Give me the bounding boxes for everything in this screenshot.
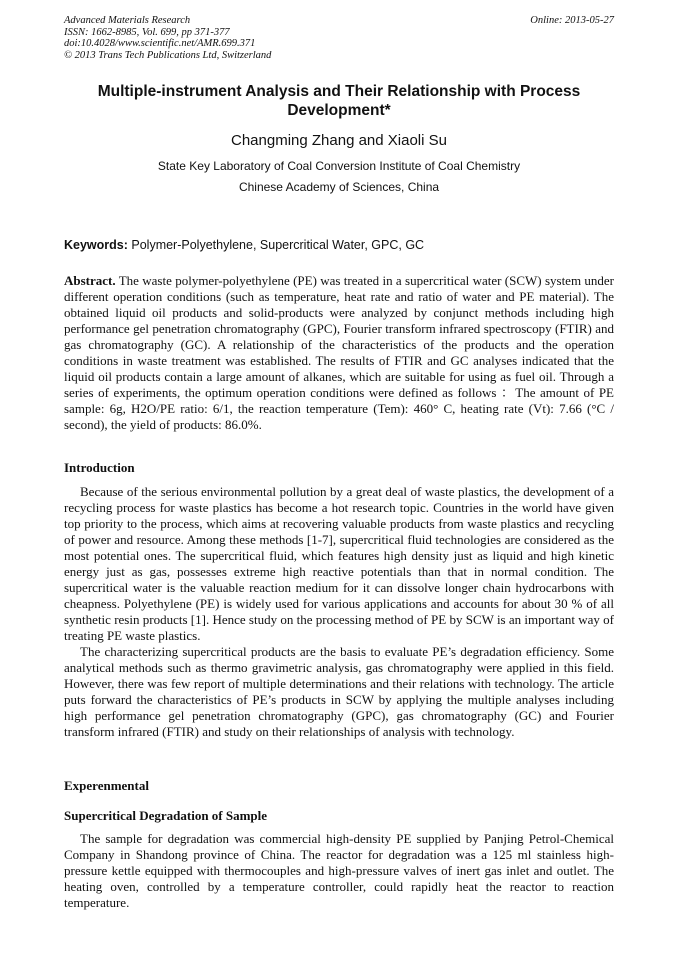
authors: Changming Zhang and Xiaoli Su: [231, 132, 447, 149]
experimental-subheading: Supercritical Degradation of Sample: [64, 808, 268, 823]
keywords-label: Keywords:: [64, 238, 128, 252]
abstract-label: Abstract.: [64, 273, 116, 288]
introduction-paragraph-2: The characterizing supercritical products are the basis to evaluate PE’s degradation efficiency. Some analytical methods such as thermo gravimetric analysis, gas chromatography were applied in this field. However, there was few report of multiple determinations and their relations with technology. The article puts forward the characteristics of PE’s products in SCW by applying the multiple analyses including high performance gel penetration chromatography (GPC), gas chromatography (GC) and Fourier transform infrared (FTIR) and study on their relationships of analysis with technology.: [64, 644, 614, 739]
abstract-text: The waste polymer-polyethylene (PE) was treated in a supercritical water (SCW) system under different operation conditions (such as temperature, heat rate and ratio of water and PE material). The obtained liquid oil products and solid-products were analyzed by conjunct methods including high performance gel penetration chromatography (GPC), Fourier transform infrared spectroscopy (FTIR) and gas chromatography (GC). A relationship of the characteristics of the products and the operation conditions in waste treatment was established. The results of FTIR and GC analyses indicated that the liquid oil products contain a large amount of alkanes, which are suitable for using as fuel oil. Through a series of experiments, the optimum operation conditions were defined as follows ：The amount of PE sample: 6g, H2O/PE ratio: 6/1, the reaction temperature (Tem): 460° C, heating rate (Vt): 7.66 (°C / second), the yield of products: 86.0%.: [64, 273, 614, 432]
doi-line: doi:10.4028/www.scientific.net/AMR.699.371: [64, 38, 256, 49]
abstract: [64, 273, 614, 433]
introduction-paragraph-1: Because of the serious environmental pollution by a great deal of waste plastics, the development of a recycling process for waste plastics has become a hot research topic. Countries in the world have given top priority to the process, which aims at recovering valuable products from waste plastics and recycling of power and resource. Among these methods [1-7], supercritical fluid technologies are considered as the most potential ones. The supercritical fluid, which features high density just as liquid and high kinetic energy just as gas, possesses extreme high reactive potentials than that in normal condition. The supercritical water is the valuable reaction medium for it can dissolve longer chain hydrocarbons with cheapness. Polyethylene (PE) is widely used for various applications and accounts for about 30 % of all synthetic resin products [1]. Hence study on the processing method of PE by SCW is an important way of treating PE waste plastics.: [64, 484, 614, 643]
journal-name: Advanced Materials Research: [64, 15, 191, 26]
introduction-heading: Introduction: [64, 460, 135, 475]
keywords: [64, 238, 614, 252]
keywords-text: Polymer-Polyethylene, Supercritical Water, GPC, GC: [127, 238, 425, 252]
paper-title: Multiple-instrument Analysis and Their Relationship with Process Development*: [97, 83, 581, 119]
online-date: Online: 2013-05-27: [530, 15, 614, 26]
affiliation-line-2: Chinese Academy of Sciences, China: [238, 180, 440, 194]
journal-header: [64, 15, 614, 61]
affiliation-line-1: State Key Laboratory of Coal Conversion Institute of Coal Chemistry: [157, 159, 521, 173]
experimental-heading: Experenmental: [64, 778, 149, 793]
experimental-paragraph: The sample for degradation was commercial high-density PE supplied by Panjing Petrol-Chemical Company in Shandong province of China. The reactor for degradation was a 125 ml stainless high-pressure kettle equipped with thermocouples and high-pressure valves of inert gas inlet and outlet. The heating oven, controlled by a temperature controller, could rapidly heat the reactor to reaction temperature.: [64, 831, 614, 910]
issn-line: ISSN: 1662-8985, Vol. 699, pp 371-377: [64, 26, 230, 38]
copyright-line: © 2013 Trans Tech Publications Ltd, Switzerland: [64, 49, 272, 61]
